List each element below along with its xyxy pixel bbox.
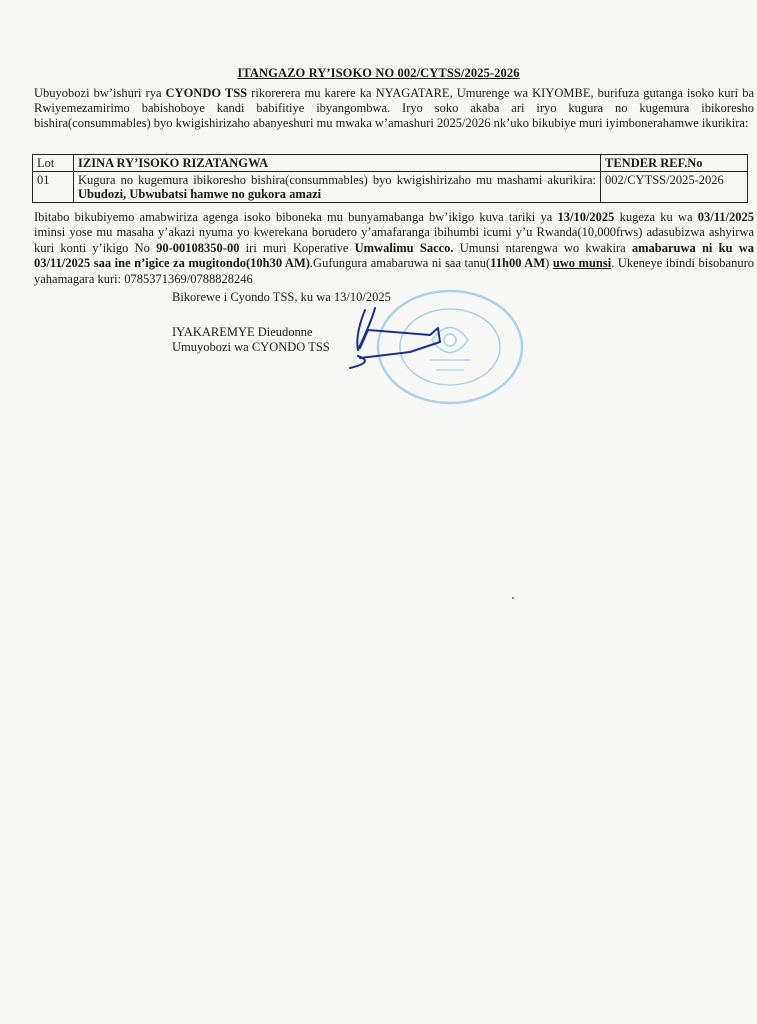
intro-text-2: rikorerera mu karere ka NYAGATARE, Umurenge wa KIYOMBE, burifuza gutanga isoko kuri ba Rwiyemezamirimo babishoboye kandi babifitiye ibyangombwa. Iryo soko akaba ari iryo kugura no kugemura ibikoresho bishira(consummables) byo kwigishirizaho abanyeshuri mu mwaka w’amashuri 2025/2026 nk’uko bikubiye muri iyimbonerahamwe ikurikira: [34, 86, 754, 130]
signatory-role: Umuyobozi wa CYONDO TSS [172, 340, 330, 354]
lot-cell: 01 [33, 172, 74, 203]
speck-mark [512, 597, 514, 599]
signature-icon [320, 300, 490, 370]
intro-text-1: Ubuyobozi bw’ishuri rya [34, 86, 166, 100]
intro-paragraph [34, 86, 754, 131]
table-row [33, 172, 748, 203]
school-name: CYONDO TSS [165, 86, 248, 100]
end-date: 03/11/2025 [697, 210, 754, 224]
signatory-name: IYAKAREMYE Dieudonne [172, 325, 313, 339]
col-ref-header: TENDER REF.No [601, 155, 748, 172]
col-name-header: IZINA RY’ISOKO RIZATANGWA [74, 155, 601, 172]
account-number: 90-00108350-00 [156, 240, 240, 255]
tender-name-cell [74, 172, 601, 203]
tender-name-text: Kugura no kugemura ibikoresho bishira(consummables) byo kwigishirizaho mu mashami akurikira: [78, 173, 596, 187]
body-text: ) [545, 256, 553, 271]
table-header-row [33, 155, 748, 172]
contact-text: . Ukeneye ibindi bisobanuro yahamagara kuri: 0785371369/0788828246 [34, 256, 755, 286]
body-text: .Gufungura amabaruwa ni saa tanu( [309, 256, 491, 271]
opening-time: 11h00 AM [490, 256, 546, 271]
body-paragraph [34, 210, 754, 287]
same-day-text: uwo munsi [552, 256, 612, 271]
tender-table [32, 154, 748, 203]
start-date: 13/10/2025 [557, 210, 615, 224]
tender-ref-cell: 002/CYTSS/2025-2026 [601, 172, 748, 203]
bank-name: Umwalimu Sacco. [354, 240, 454, 255]
submission-deadline: amabaruwa ni ku wa 03/11/2025 saa ine n’igice za mugitondo(10h30 AM) [34, 240, 755, 271]
col-lot-header: Lot [33, 155, 74, 172]
place-date: Bikorewe i Cyondo TSS, ku wa 13/10/2025 [172, 290, 391, 304]
tender-departments: Ubudozi, Ubwubatsi hamwe no gukora amazi [78, 187, 322, 201]
notice-title: ITANGAZO RY’ISOKO NO 002/CYTSS/2025-2026 [237, 66, 520, 80]
signatory-block [172, 325, 330, 355]
body-text: iri muri Koperative [239, 240, 355, 255]
body-text: iminsi yose mu masaha y’akazi nyuma yo kwerekana borudero y’amafaranga ibihumbi icumi y’u Rwanda(10,000frws) adasubizwa ashyirwa kuri konti y’ikigo No [34, 225, 754, 255]
body-text: Umunsi ntarengwa wo kwakira [453, 240, 632, 255]
body-text: kugeza ku wa [614, 210, 698, 224]
body-text: Ibitabo bikubiyemo amabwiriza agenga isoko biboneka mu bunyamabanga bw’ikigo kuva tariki ya [34, 210, 558, 224]
